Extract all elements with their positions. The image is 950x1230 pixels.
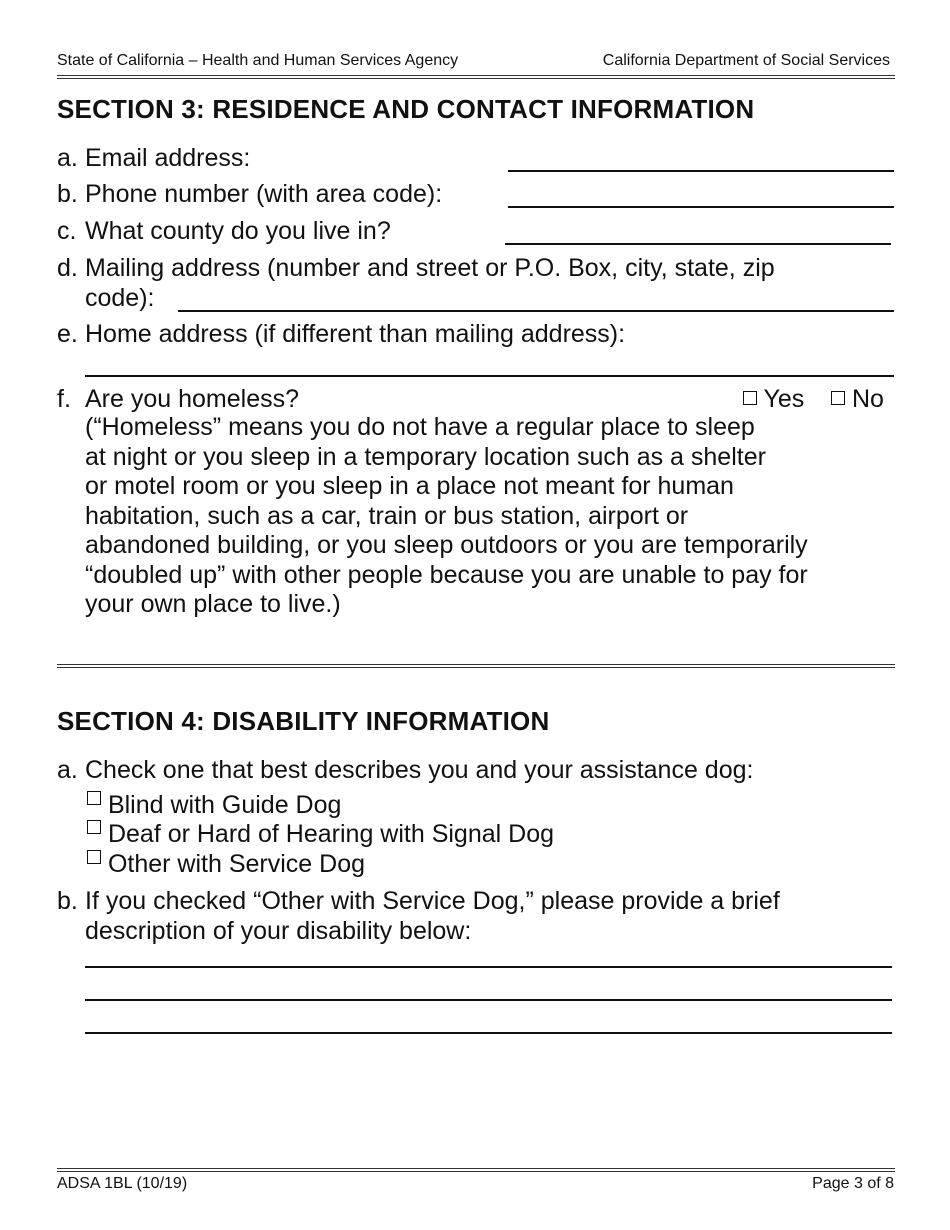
mailing-address-field[interactable] — [178, 310, 894, 312]
header-agency: State of California – Health and Human Services Agency — [57, 52, 459, 69]
signal-dog-label: Deaf or Hard of Hearing with Signal Dog — [107, 820, 555, 848]
option-guide-dog[interactable] — [87, 790, 341, 820]
footer-rule — [57, 1168, 895, 1172]
option-service-dog[interactable] — [87, 849, 365, 879]
section-divider — [57, 664, 895, 668]
homeless-no-label: No — [851, 385, 884, 413]
item-a-letter: a. — [57, 144, 78, 172]
guide-dog-checkbox[interactable] — [87, 791, 101, 805]
option-signal-dog[interactable] — [87, 819, 554, 849]
disability-description-label-cont: description of your disability below: — [85, 917, 472, 945]
homeless-label: Are you homeless? — [85, 385, 300, 413]
service-dog-checkbox[interactable] — [87, 850, 101, 864]
s4-item-b-letter: b. — [57, 887, 78, 915]
header-department: California Department of Social Services — [602, 52, 890, 69]
county-label: What county do you live in? — [85, 217, 391, 245]
email-field[interactable] — [508, 170, 894, 172]
mailing-address-label-cont: code): — [85, 284, 155, 312]
item-b-letter: b. — [57, 180, 78, 208]
service-dog-label: Other with Service Dog — [107, 850, 365, 878]
homeless-yes-option[interactable] — [743, 384, 804, 414]
disability-description-line-1[interactable] — [85, 966, 892, 968]
home-address-label: Home address (if different than mailing address): — [85, 320, 626, 348]
county-field[interactable] — [505, 243, 891, 245]
page-number: Page 3 of 8 — [812, 1175, 894, 1192]
item-f-letter: f. — [57, 385, 71, 413]
disability-description-line-3[interactable] — [85, 1032, 892, 1034]
s4-item-a-letter: a. — [57, 756, 78, 784]
section3-title: SECTION 3: RESIDENCE AND CONTACT INFORMATION — [57, 94, 755, 124]
homeless-yes-label: Yes — [763, 385, 805, 413]
phone-label: Phone number (with area code): — [85, 180, 443, 208]
homeless-definition: (“Homeless” means you do not have a regular place to sleep at night or you sleep in a temporary location such as a shelter or motel room or you sleep in a place not meant for human habitation, such as a car, train or bus station, airport or abandoned building, or you sleep outdoors or you are temporarily “doubled up” with other people because you are unable to pay for your own place to live.) — [85, 413, 808, 618]
dog-type-label: Check one that best describes you and your assistance dog: — [85, 756, 754, 784]
disability-description-label: If you checked “Other with Service Dog,” please provide a brief — [85, 887, 780, 915]
header-rule — [57, 75, 895, 79]
item-c-letter: c. — [57, 217, 77, 245]
signal-dog-checkbox[interactable] — [87, 820, 101, 834]
form-id: ADSA 1BL (10/19) — [57, 1175, 188, 1192]
homeless-yes-checkbox[interactable] — [743, 391, 757, 405]
homeless-no-checkbox[interactable] — [831, 391, 845, 405]
guide-dog-label: Blind with Guide Dog — [107, 791, 342, 819]
email-label: Email address: — [85, 144, 251, 172]
home-address-field[interactable] — [85, 375, 894, 377]
section4-title: SECTION 4: DISABILITY INFORMATION — [57, 706, 550, 736]
phone-field[interactable] — [508, 206, 894, 208]
item-d-letter: d. — [57, 254, 78, 282]
disability-description-line-2[interactable] — [85, 999, 892, 1001]
mailing-address-label: Mailing address (number and street or P.O. Box, city, state, zip — [85, 254, 775, 282]
item-e-letter: e. — [57, 320, 78, 348]
homeless-no-option[interactable] — [831, 384, 884, 414]
